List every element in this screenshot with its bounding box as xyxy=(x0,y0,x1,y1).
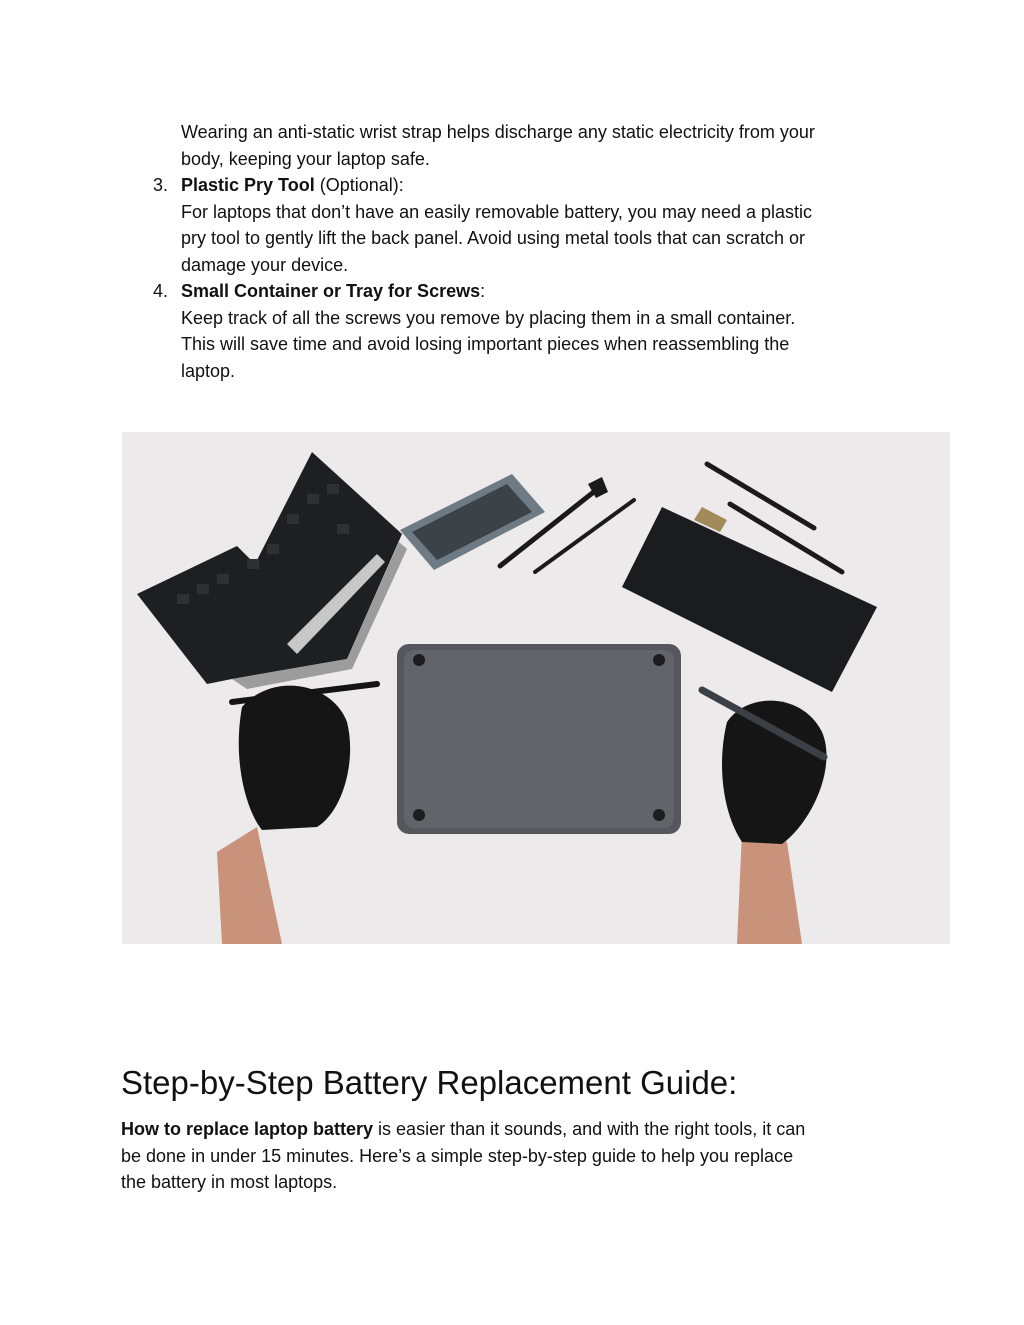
text-line: Wearing an anti-static wrist strap helps discharge any static electricity from your xyxy=(181,122,815,142)
text-line: body, keeping your laptop safe. xyxy=(181,148,430,169)
bold-lead: How to replace laptop battery xyxy=(121,1119,374,1139)
text-line: This will save time and avoid losing important pieces when reassembling the xyxy=(181,334,790,354)
text-run: is easier than it sounds, and with the right tools, it can xyxy=(373,1119,806,1139)
text-line: Keep track of all the screws you remove by placing them in a small container. xyxy=(181,307,796,328)
section-intro-paragraph xyxy=(121,1116,805,1196)
text-line: damage your device. xyxy=(181,254,349,275)
wrist-strap-description xyxy=(181,119,815,172)
list-number: 3. xyxy=(152,175,168,195)
list-item-suffix: (Optional): xyxy=(314,175,404,195)
laptop-repair-photo xyxy=(122,432,950,944)
list-item-suffix: : xyxy=(480,281,486,301)
text-line: be done in under 15 minutes. Here’s a simple step-by-step guide to help you replace xyxy=(121,1145,794,1166)
list-number: 4. xyxy=(152,281,168,301)
text-line: For laptops that don’t have an easily removable battery, you may need a plastic xyxy=(181,201,813,222)
laptop-bottom-case xyxy=(397,644,681,834)
text-line: pry tool to gently lift the back panel. Avoid using metal tools that can scratch or xyxy=(181,228,806,248)
list-item-screw-container xyxy=(181,278,795,384)
list-item-title: Small Container or Tray for Screws xyxy=(181,281,481,301)
section-heading: Step-by-Step Battery Replacement Guide: xyxy=(121,1064,738,1101)
list-item-title-row xyxy=(181,172,812,199)
list-item-title-row xyxy=(181,278,795,305)
text-line: the battery in most laptops. xyxy=(121,1172,338,1192)
list-item-title: Plastic Pry Tool xyxy=(181,175,315,195)
list-item-pry-tool xyxy=(181,172,812,278)
text-line: laptop. xyxy=(181,360,236,381)
text-line xyxy=(121,1116,805,1143)
